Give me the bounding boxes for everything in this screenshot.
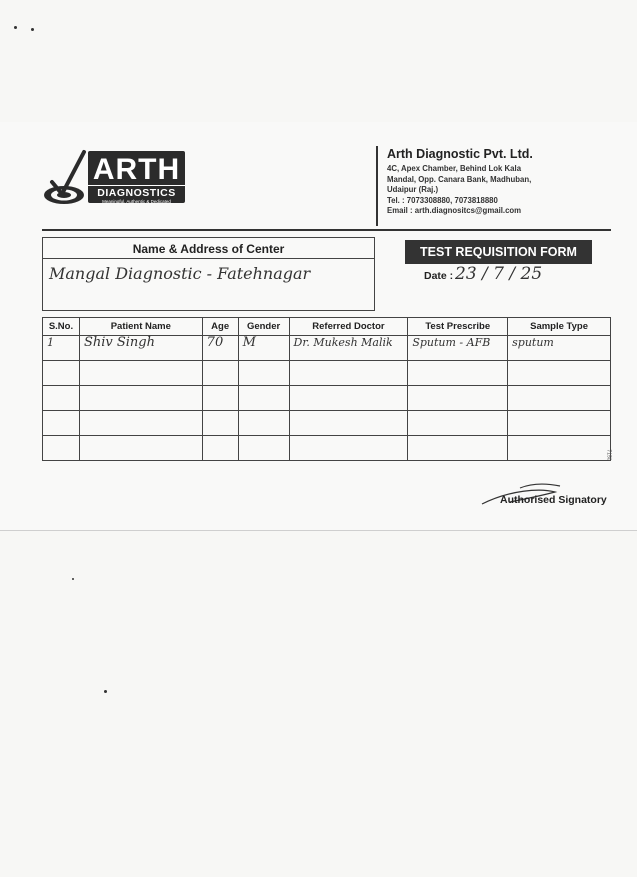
cell-sample-type[interactable] [508,386,611,411]
cell-referred-doctor[interactable] [289,436,408,461]
cell-test-prescribe[interactable]: Sputum - AFB [408,336,508,361]
cell-sno[interactable] [43,386,80,411]
email-line: Email : arth.diagnositcs@gmail.com [387,206,522,215]
cell-referred-doctor[interactable] [289,386,408,411]
logo-word: ARTH [92,153,181,186]
address-line: 4C, Apex Chamber, Behind Lok Kala [387,164,522,173]
cell-test-prescribe[interactable] [408,386,508,411]
logo-sub: DIAGNOSTICS [88,185,185,199]
address-line: Udaipur (Raj.) [387,185,439,194]
speck [14,26,17,29]
cell-gender[interactable] [238,386,289,411]
date-label: Date : [424,270,454,282]
table-row [43,411,611,436]
header-sample-type: Sample Type [508,318,611,336]
company-logo [42,148,187,208]
header-test-prescribe: Test Prescribe [408,318,508,336]
date-field[interactable]: 23 / 7 / 25 [455,264,543,284]
cell-age[interactable] [202,436,238,461]
form-title: TEST REQUISITION FORM [405,240,592,264]
cell-gender[interactable] [238,411,289,436]
company-info [387,147,627,217]
cell-age[interactable] [202,411,238,436]
cell-patient-name[interactable]: Shiv Singh [79,336,202,361]
cell-test-prescribe[interactable] [408,361,508,386]
table-row [43,336,611,361]
cell-sample-type[interactable]: sputum [508,336,611,361]
cell-age[interactable]: 70 [202,336,238,361]
header-age: Age [202,318,238,336]
cell-gender[interactable] [238,436,289,461]
cell-referred-doctor[interactable]: Dr. Mukesh Malik [289,336,408,361]
speck [31,28,34,31]
header-rule [42,229,611,231]
cell-patient-name[interactable] [79,436,202,461]
speck [72,578,74,580]
cell-referred-doctor[interactable] [289,361,408,386]
table-row [43,436,611,461]
cell-sno[interactable] [43,436,80,461]
cell-referred-doctor[interactable] [289,411,408,436]
header-patient-name: Patient Name [79,318,202,336]
cell-sample-type[interactable] [508,436,611,461]
cell-test-prescribe[interactable] [408,411,508,436]
cell-age[interactable] [202,361,238,386]
phone-line: Tel. : 7073308880, 7073818880 [387,195,498,205]
cell-sample-type[interactable] [508,411,611,436]
cell-patient-name[interactable] [79,361,202,386]
address-line: Mandal, Opp. Canara Bank, Madhuban, [387,174,532,184]
center-box [42,237,375,311]
cell-gender[interactable]: M [238,336,289,361]
table-row [43,361,611,386]
cell-sno[interactable] [43,361,80,386]
speck [104,690,107,693]
serial-number: 7150 [605,449,612,461]
center-title: Name & Address of Center [132,242,285,256]
requisition-table [42,317,611,461]
cell-sno[interactable] [43,411,80,436]
logo-box [88,151,185,203]
header-referred-doctor: Referred Doctor [289,318,408,336]
table-row [43,386,611,411]
cell-age[interactable] [202,386,238,411]
header-sno: S.No. [43,318,80,336]
signatory-label: Authorised Signatory [500,494,607,506]
cell-gender[interactable] [238,361,289,386]
target-check-icon [42,148,90,208]
cell-test-prescribe[interactable] [408,436,508,461]
center-name-field[interactable]: Mangal Diagnostic - Fatehnagar [49,264,311,283]
table-header-row [43,318,611,336]
logo-tagline: Meaningful, Authentic & Dedicated [102,199,171,204]
cell-patient-name[interactable] [79,386,202,411]
cell-sno[interactable]: 1 [43,336,80,361]
center-title-rule [43,258,374,259]
company-name: Arth Diagnostic Pvt. Ltd. [387,147,533,161]
header-divider [376,146,378,226]
header-gender: Gender [238,318,289,336]
cell-patient-name[interactable] [79,411,202,436]
cell-sample-type[interactable] [508,361,611,386]
